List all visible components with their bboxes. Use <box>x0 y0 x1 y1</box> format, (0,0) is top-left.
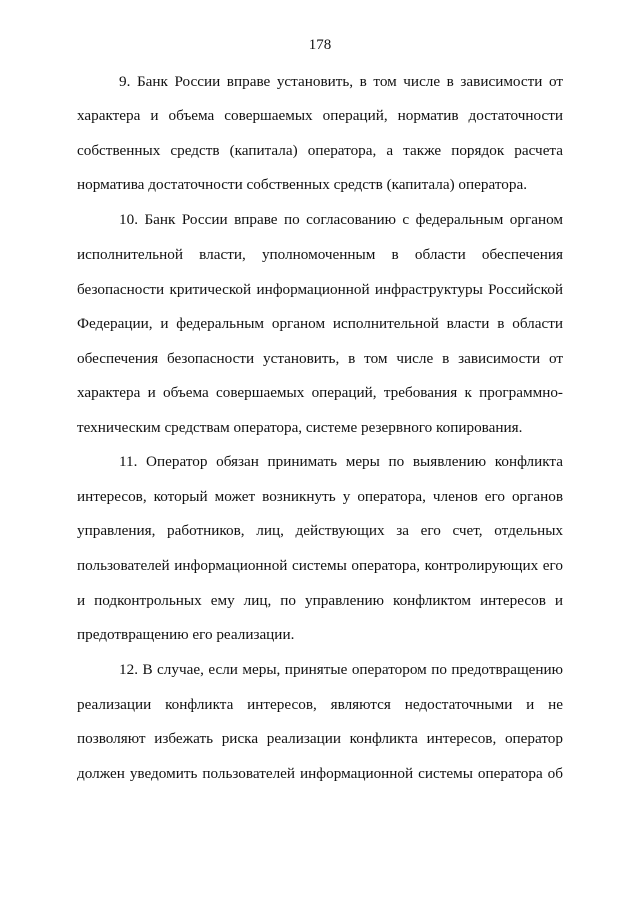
text-line: безопасности критической информационной инфраструктуры Российской <box>77 281 563 298</box>
text-line: исполнительной власти, уполномоченным в области обеспечения <box>77 246 563 263</box>
text-line: норматива достаточности собственных средств (капитала) оператора. <box>77 176 528 193</box>
text-line: реализации конфликта интересов, являются недостаточными и не <box>77 696 563 713</box>
text-line: характера и объема совершаемых операций, норматив достаточности <box>77 107 563 124</box>
text-line: обеспечения безопасности установить, в том числе в зависимости от <box>77 350 563 367</box>
text-line: предотвращению его реализации. <box>77 626 295 643</box>
text-line: 12. В случае, если меры, принятые оператором по предотвращению <box>119 661 563 678</box>
text-line: и подконтрольных ему лиц, по управлению конфликтом интересов и <box>77 592 563 609</box>
text-line: 10. Банк России вправе по согласованию с федеральным органом <box>119 211 563 228</box>
text-line: пользователей информационной системы оператора, контролирующих его <box>77 557 563 574</box>
text-line: характера и объема совершаемых операций, требования к программно- <box>77 384 563 401</box>
text-line: позволяют избежать риска реализации конфликта интересов, оператор <box>77 730 563 747</box>
page-number: 178 <box>308 37 332 53</box>
text-line: управления, работников, лиц, действующих за его счет, отдельных <box>77 522 563 539</box>
text-line: техническим средствам оператора, системе резервного копирования. <box>77 419 523 436</box>
text-line: 11. Оператор обязан принимать меры по выявлению конфликта <box>119 453 563 470</box>
text-line: Федерации, и федеральным органом исполнительной власти в области <box>77 315 563 332</box>
text-line: собственных средств (капитала) оператора, а также порядок расчета <box>77 142 563 159</box>
text-line: должен уведомить пользователей информационной системы оператора об <box>77 765 563 782</box>
text-line: 9. Банк России вправе установить, в том числе в зависимости от <box>119 73 563 90</box>
text-line: интересов, который может возникнуть у оператора, членов его органов <box>77 488 563 505</box>
